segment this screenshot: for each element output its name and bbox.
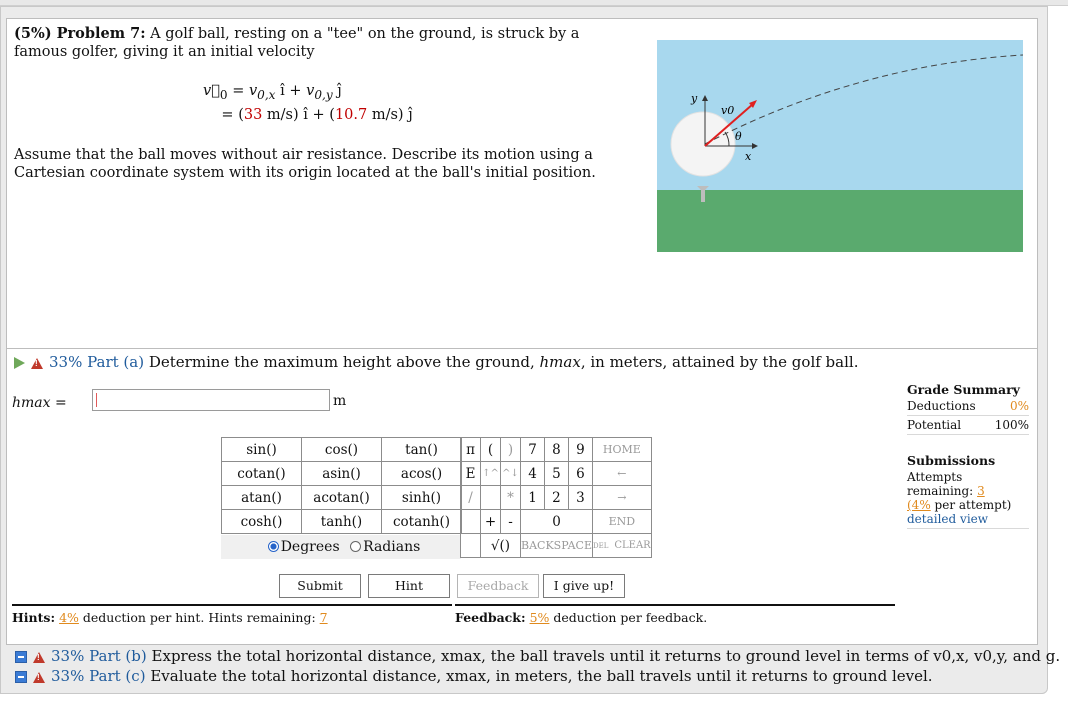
clear-button	[592, 534, 651, 558]
part-a-text: Determine the maximum height above the ground,	[148, 353, 535, 371]
right-paren-button[interactable]: )	[501, 438, 521, 462]
problem-intro-text: A golf ball, resting on a "tee" on the ground, is struck by a famous golfer, giving it an initial velocity	[14, 26, 580, 60]
empty-key	[461, 534, 481, 558]
cotan-button[interactable]: cotan()	[222, 462, 302, 486]
attempts-label: Attempts remaining:	[907, 470, 974, 498]
potential-value: 100%	[994, 418, 1029, 432]
left-arrow-button[interactable]: ←	[592, 462, 651, 486]
digit-7-button[interactable]: 7	[521, 438, 545, 462]
degrees-radio[interactable]	[268, 541, 279, 552]
submit-button[interactable]: Submit	[279, 574, 361, 598]
left-paren-button[interactable]: (	[481, 438, 501, 462]
problem-panel	[0, 6, 1061, 694]
vy-value: 10.7	[334, 107, 368, 123]
cosh-button[interactable]: cosh()	[222, 510, 302, 534]
asin-button[interactable]: asin()	[302, 462, 382, 486]
grass	[657, 190, 1023, 252]
submissions-title: Submissions	[907, 453, 996, 468]
part-a-heading[interactable]	[14, 353, 858, 371]
tanh-button[interactable]: tanh()	[302, 510, 382, 534]
radians-label: Radians	[363, 539, 421, 555]
end-button[interactable]: END	[592, 510, 651, 534]
problem-header: (5%) Problem 7:	[14, 25, 146, 42]
detailed-view-link[interactable]: detailed view	[907, 512, 989, 526]
digit-0-button[interactable]: 0	[521, 510, 593, 534]
numeric-keypad	[460, 437, 652, 558]
collapsed-icon[interactable]	[15, 651, 27, 663]
acos-button[interactable]: acos()	[382, 462, 462, 486]
warning-icon	[33, 672, 45, 683]
home-button[interactable]: HOME	[592, 438, 651, 462]
velocity-equation-line1: $v⃗_0 = v_{0,x}$ î + $v_{0,y}$ ĵ	[203, 83, 342, 102]
problem-intro	[14, 25, 634, 61]
digit-5-button[interactable]: 5	[544, 462, 568, 486]
part-a-symbol: hmax	[539, 353, 581, 371]
part-a-percent: 33% Part (a)	[49, 353, 145, 371]
collapsed-icon[interactable]	[15, 671, 27, 683]
golf-diagram	[657, 40, 1023, 252]
warning-icon	[31, 358, 43, 369]
warning-icon	[33, 652, 45, 663]
part-b-heading[interactable]	[15, 647, 1060, 665]
attempts-value: 3	[977, 484, 985, 498]
empty-key	[481, 486, 501, 510]
sin-button[interactable]: sin()	[222, 438, 302, 462]
golf-ball	[671, 112, 735, 176]
grade-summary-title: Grade Summary	[907, 382, 1020, 397]
hmax-input[interactable]	[92, 389, 330, 411]
hmax-label: hmax =	[12, 395, 67, 411]
digit-2-button[interactable]: 2	[544, 486, 568, 510]
cotanh-button[interactable]: cotanh()	[382, 510, 462, 534]
vy-units: m/s	[371, 107, 398, 123]
cos-button[interactable]: cos()	[302, 438, 382, 462]
radians-radio[interactable]	[350, 541, 361, 552]
digit-4-button[interactable]: 4	[521, 462, 545, 486]
sqrt-button[interactable]: √()	[481, 534, 521, 558]
sinh-button[interactable]: sinh()	[382, 486, 462, 510]
pi-button[interactable]: π	[461, 438, 481, 462]
expand-play-icon[interactable]	[14, 357, 25, 369]
part-a-panel	[6, 348, 1038, 645]
slash-button[interactable]: /	[461, 486, 481, 510]
hints-info	[12, 604, 452, 625]
part-b-percent: 33% Part (b)	[51, 647, 147, 665]
clear-key[interactable]: CLEAR	[614, 540, 651, 551]
per-attempt-text: per attempt)	[934, 498, 1012, 512]
backspace-button[interactable]: BACKSPACE	[521, 534, 593, 558]
digit-6-button[interactable]: 6	[568, 462, 592, 486]
del-key[interactable]: DEL	[592, 542, 609, 550]
hints-label: Hints:	[12, 610, 56, 625]
digit-8-button[interactable]: 8	[544, 438, 568, 462]
part-b-text: Express the total horizontal distance, xmax, the ball travels until it returns to ground level in terms of v0,x, v0,y, and g.	[151, 647, 1061, 665]
feedback-button[interactable]: Feedback	[457, 574, 539, 598]
potential-label: Potential	[907, 418, 962, 432]
potential-row	[907, 416, 1029, 435]
acotan-button[interactable]: acotan()	[302, 486, 382, 510]
function-keypad	[221, 437, 462, 534]
atan-button[interactable]: atan()	[222, 486, 302, 510]
deductions-value: 0%	[1009, 399, 1029, 413]
exponent-down-button[interactable]: ^↓	[501, 462, 521, 486]
part-a-text2: , in meters, attained by the golf ball.	[580, 353, 859, 371]
vx-units: m/s	[266, 107, 293, 123]
digit-3-button[interactable]: 3	[568, 486, 592, 510]
hints-remaining: 7	[319, 610, 328, 625]
theta-label: θ	[735, 130, 742, 143]
give-up-button[interactable]: I give up!	[543, 574, 625, 598]
per-attempt-pct: (4%	[907, 498, 931, 512]
y-axis-label: y	[691, 92, 698, 105]
feedback-pct: 5%	[529, 610, 550, 625]
plus-button[interactable]: +	[481, 510, 501, 534]
deductions-row	[907, 397, 1029, 416]
attempts-info	[907, 468, 1029, 529]
angle-mode	[221, 535, 461, 559]
exponent-up-button[interactable]: ↑^	[481, 462, 501, 486]
problem-statement	[6, 18, 1038, 351]
right-arrow-button[interactable]: →	[592, 486, 651, 510]
e-button[interactable]: E	[461, 462, 481, 486]
hmax-unit: m	[333, 393, 347, 409]
x-axis-label: x	[745, 150, 752, 163]
deductions-label: Deductions	[907, 399, 976, 413]
v0-label: v0	[721, 104, 735, 117]
problem-assumption: Assume that the ball moves without air resistance. Describe its motion using a Cartesian coordinate system with its origin located at the ball's initial position.	[14, 147, 596, 181]
vx-value: 33	[243, 107, 263, 123]
tan-button[interactable]: tan()	[382, 438, 462, 462]
hint-button[interactable]: Hint	[368, 574, 450, 598]
part-c-heading[interactable]	[15, 667, 933, 685]
feedback-info	[455, 604, 895, 625]
minus-button[interactable]: -	[501, 510, 521, 534]
part-c-percent: 33% Part (c)	[51, 667, 146, 685]
feedback-text: deduction per feedback.	[553, 610, 708, 625]
grade-summary	[907, 382, 1029, 529]
degrees-label: Degrees	[280, 539, 340, 555]
part-c-text: Evaluate the total horizontal distance, xmax, in meters, the ball travels until it returns to ground level.	[150, 667, 933, 685]
hints-pct: 4%	[59, 610, 79, 625]
velocity-equation-line2: = (33 m/s) î + (10.7 m/s) ĵ	[203, 107, 413, 123]
empty-key	[461, 510, 481, 534]
feedback-label: Feedback:	[455, 610, 526, 625]
digit-1-button[interactable]: 1	[521, 486, 545, 510]
multiply-button[interactable]: *	[501, 486, 521, 510]
hints-text: deduction per hint. Hints remaining:	[82, 610, 316, 625]
digit-9-button[interactable]: 9	[568, 438, 592, 462]
